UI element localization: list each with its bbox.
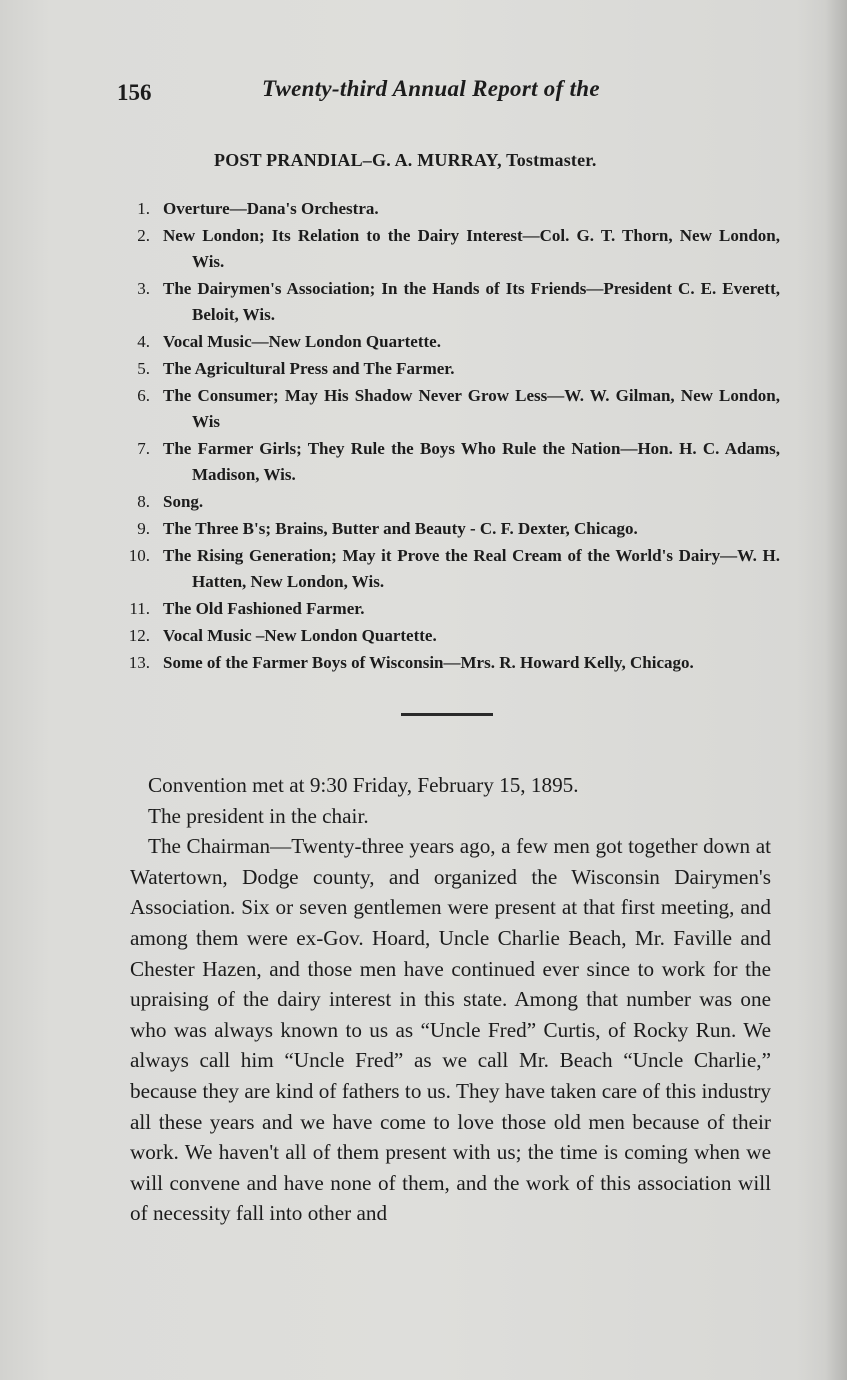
program-item-number: 12.: [128, 626, 150, 645]
program-item: [120, 356, 780, 382]
program-title: POST PRANDIAL–G. A. MURRAY, Tostmaster.: [214, 150, 597, 170]
program-item: [120, 436, 780, 488]
page-edge-shadow: [825, 0, 847, 1380]
program-item-number: 6.: [137, 386, 150, 405]
program-item-number: 13.: [128, 653, 150, 672]
program-item-text: Some of the Farmer Boys of Wisconsin—Mrs. R. Howard Kelly, Chicago.: [163, 653, 694, 672]
program-item-number: 1.: [137, 199, 150, 218]
program-item-number: 8.: [137, 492, 150, 511]
program-item: [120, 650, 780, 676]
program-item-number: 7.: [137, 439, 150, 458]
program-item-number: 4.: [137, 332, 150, 351]
program-item: [120, 596, 780, 622]
program-list: [120, 196, 780, 677]
program-item: [120, 489, 780, 515]
program-item-text: The Dairymen's Association; In the Hands of Its Friends—President C. E. Everett, Beloit, Wis.: [163, 279, 780, 324]
paragraph: The president in the chair.: [148, 803, 369, 828]
program-item-number: 2.: [137, 226, 150, 245]
paragraph: The Chairman—Twenty-three years ago, a few men got together down at Watertown, Dodge county, and organized the Wisconsin Dairymen's Association. Six or seven gentlemen were present at that first meeting, and among them were ex-Gov. Hoard, Uncle Charlie Beach, Mr. Faville and Chester Hazen, and those men have continued ever since to work for the upraising of the dairy interest in this state. Among that number was one who was always known to us as “Uncle Fred” Curtis, of Rocky Run. We always call him “Uncle Fred” as we call Mr. Beach “Uncle Charlie,” because they are kind of fathers to us. They have taken care of this industry all these years and we have come to love those old men because of their work. We haven't all of them present with us; the time is coming when we will convene and have none of them, and the work of this association will of necessity fall into other and: [130, 834, 771, 1226]
program-item-text: Overture—Dana's Orchestra.: [163, 199, 379, 218]
section-divider: [401, 713, 493, 716]
program-item-number: 10.: [128, 546, 150, 565]
program-item: [120, 223, 780, 275]
program-item-number: 3.: [137, 279, 150, 298]
program-item-number: 5.: [137, 359, 150, 378]
paragraph: Convention met at 9:30 Friday, February 15, 1895.: [148, 773, 579, 797]
running-title: Twenty-third Annual Report of the: [262, 76, 600, 101]
program-item-text: New London; Its Relation to the Dairy Interest—Col. G. T. Thorn, New London, Wis.: [163, 226, 780, 271]
program-item-text: The Three B's; Brains, Butter and Beauty - C. F. Dexter, Chicago.: [163, 519, 638, 538]
program-item: [120, 329, 780, 355]
program-item-text: The Farmer Girls; They Rule the Boys Who Rule the Nation—Hon. H. C. Adams, Madison, Wis.: [163, 439, 780, 484]
program-item-number: 11.: [129, 599, 150, 618]
program-item-text: Vocal Music—New London Quartette.: [163, 332, 441, 351]
program-item-text: Vocal Music –New London Quartette.: [163, 626, 437, 645]
program-item: [120, 196, 780, 222]
program-item-text: The Consumer; May His Shadow Never Grow Less—W. W. Gilman, New London, Wis: [163, 386, 780, 431]
program-item: [120, 623, 780, 649]
program-item-text: Song.: [163, 492, 204, 511]
program-item-text: The Rising Generation; May it Prove the Real Cream of the World's Dairy—W. H. Hatten, New London, Wis.: [163, 546, 780, 591]
program-item: [120, 383, 780, 435]
program-item: [120, 276, 780, 328]
program-item-number: 9.: [137, 519, 150, 538]
page-number: 156: [117, 80, 152, 105]
program-item-text: The Old Fashioned Farmer.: [163, 599, 365, 618]
program-item: [120, 516, 780, 542]
program-item-text: The Agricultural Press and The Farmer.: [163, 359, 455, 378]
body-text: [130, 770, 771, 1229]
program-item: [120, 543, 780, 595]
